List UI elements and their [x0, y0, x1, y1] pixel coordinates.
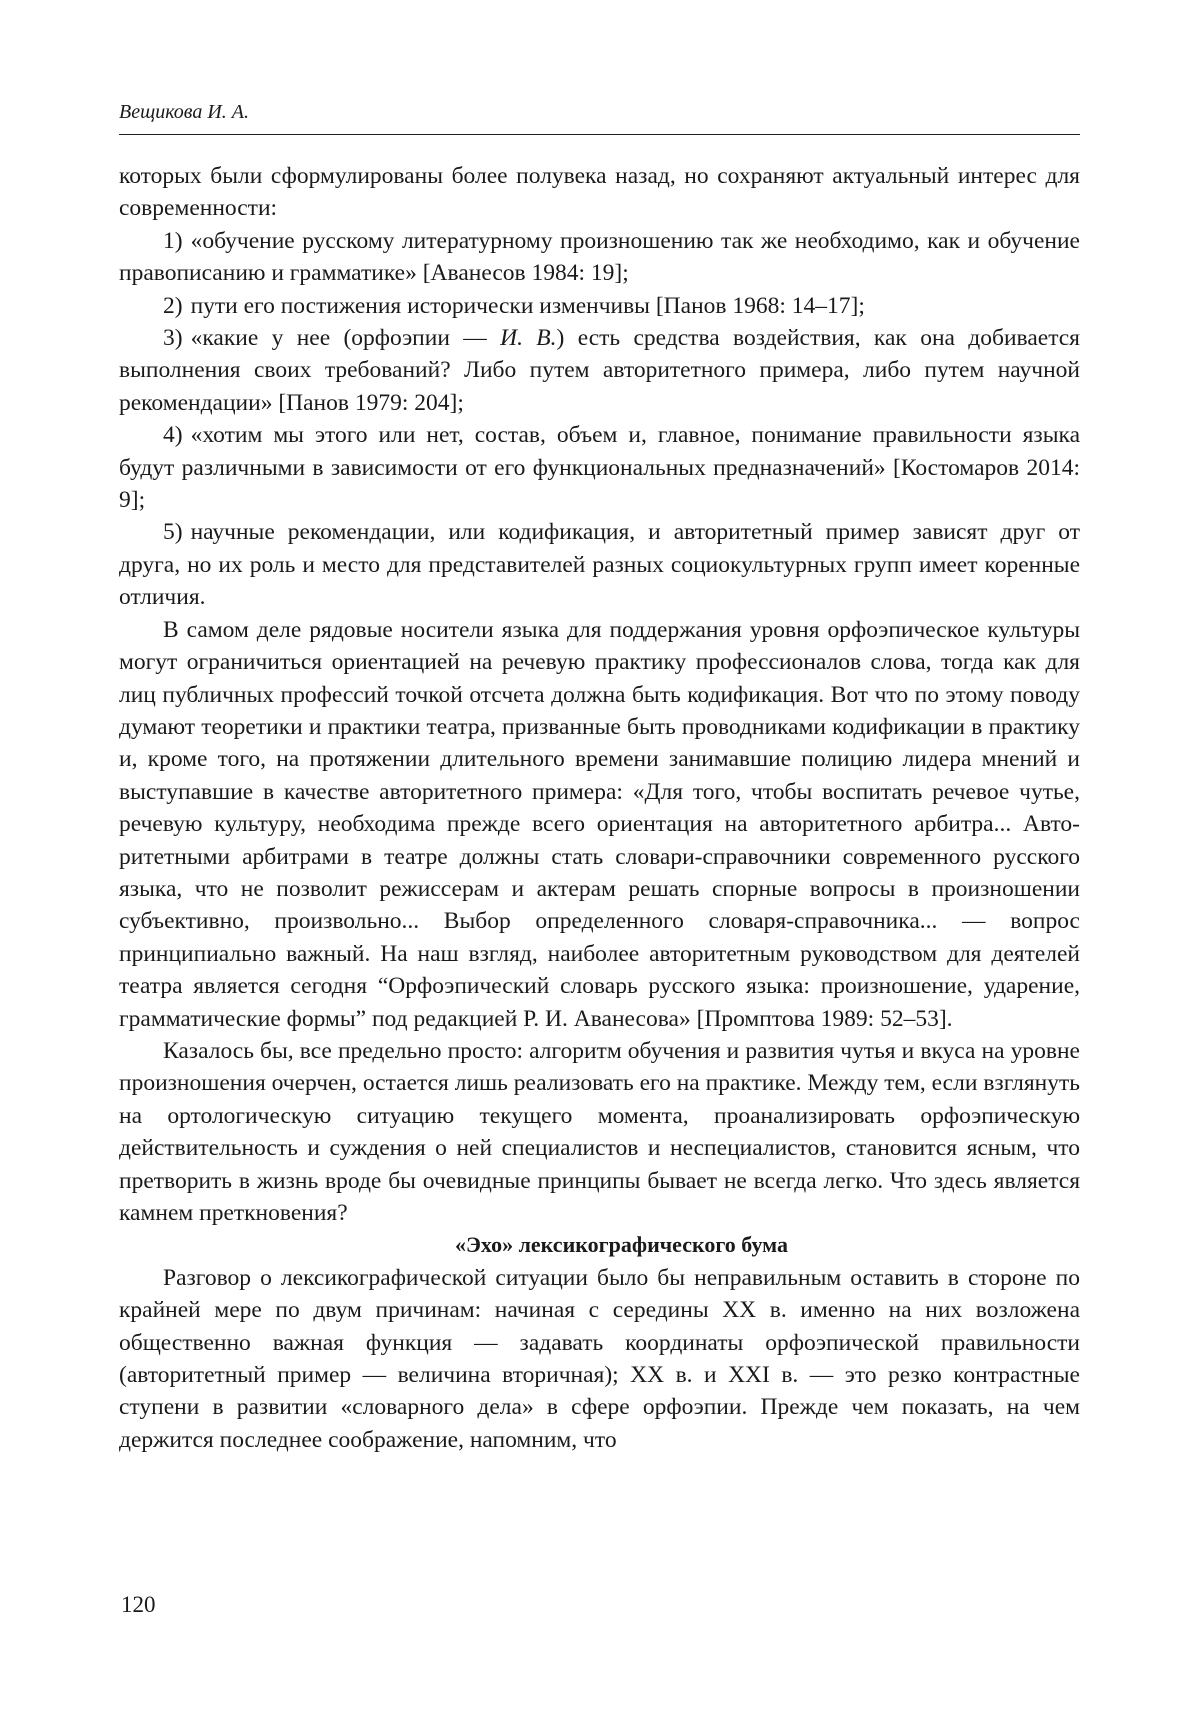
list-item-text: «обучение русскому литературному произношению так же необходимо, как и обучение правописанию и грамматике» [Аванесов 1984: 19];	[119, 227, 1080, 287]
running-head	[119, 100, 1080, 135]
list-item-number: 1)	[163, 227, 183, 254]
paragraph: Казалось бы, все предельно просто: алгоритм обучения и развития чутья и вкуса на уровне произношения очерчен, остается лишь реализовать его на практике. Между тем, если взглянуть на ортологическую ситуацию текущего момента, проанализировать орфоэпическую действительность и суждения о ней специалистов и неспециалистов, становится ясным, что претворить в жизнь вроде бы очевидные принципы бывает не всегда легко. Что здесь является камнем преткновения?	[119, 1037, 1080, 1226]
list-item-number: 4)	[163, 422, 183, 449]
body-text	[119, 160, 1080, 1456]
list-item-number: 5)	[163, 519, 183, 546]
list-item-2	[119, 290, 1080, 322]
list-item-text: ) есть средства воздействия, как она добивается выполнения своих требований? Либо путем авторитетного примера, либо путем научной рекомендации» [Панов 1979: 204];	[119, 325, 1080, 416]
list-item-5	[119, 516, 1080, 613]
list-item-1	[119, 225, 1080, 290]
list-item-text: «хотим мы этого или нет, состав, объем и, главное, понимание правильности языка будут различными в зависимости от его функциональных предназначений» [Костомаров 2014: 9];	[119, 422, 1080, 514]
list-item-4	[119, 419, 1080, 516]
section-heading: «Эхо» лексикографического бума	[454, 1232, 788, 1258]
list-item-emphasis: И. В.	[500, 325, 557, 352]
list-item-text: пути его постижения исторически изменчивы [Панов 1968: 14–17];	[190, 292, 865, 319]
page-number: 120	[121, 1592, 156, 1617]
paragraph: В самом деле рядовые носители языка для поддержания уровня орфоэпическое культуры могут ограничиться ориентацией на речевую практику профессионалов слова, тогда как для лиц публичных профессий точкой отсчета должна быть кодификация. Вот что по этому поводу думают теоретики и практики театра, призванные быть проводниками кодификации в практику и, кроме того, на протяжении длительного времени занимавшие полицию лидера мнений и выступавшие в качестве авторитетного примера: «Для того, чтобы воспитать речевое чутье, речевую культуру, необходима прежде всего ориентация на авторитетного арбитра... Авторитетными арбитрами в театре должны стать словари-справочники современного русского языка, что не позволит режиссерам и актерам решать спорные вопросы в произношении субъективно, произвольно... Выбор определенного словаря-справочника... — вопрос принципиально важный. На наш взгляд, наиболее авторитетным руководством для деятелей театра является сегодня “Орфоэпический словарь русского языка: произношение, ударение, грамматические формы” под редакцией Р. И. Аванесова» [Промптова 1989: 52–53].	[119, 616, 1080, 1032]
list-item-text: «какие у нее (орфоэпии —	[190, 325, 501, 352]
list-item-number: 3)	[163, 325, 183, 352]
running-head-author: Вещикова И. А.	[119, 101, 249, 123]
paragraph: Разговор о лексикографической ситуации было бы неправильным оставить в стороне по крайней мере по двум причинам: начиная с середины XX в. именно на них возложена общественно важная функция — задавать координаты орфоэпической правильности (авторитетный пример — величина вторичная); XX в. и XXI в. — это резко контрастные ступени в развитии «словарного дела» в сфере орфоэпии. Прежде чем показать, на чем держится последнее соображение, напомним, что	[119, 1264, 1080, 1453]
list-item-number: 2)	[163, 292, 183, 319]
list-item-3	[119, 322, 1080, 419]
paragraph-continuation: которых были сформулированы более полувека назад, но сохраняют актуальный интерес для современности:	[119, 163, 1080, 222]
list-item-text: научные рекомендации, или кодификация, и авторитетный пример зависят друг от друга, но их роль и место для представителей разных социокультурных групп имеет коренные отличия.	[119, 519, 1080, 611]
